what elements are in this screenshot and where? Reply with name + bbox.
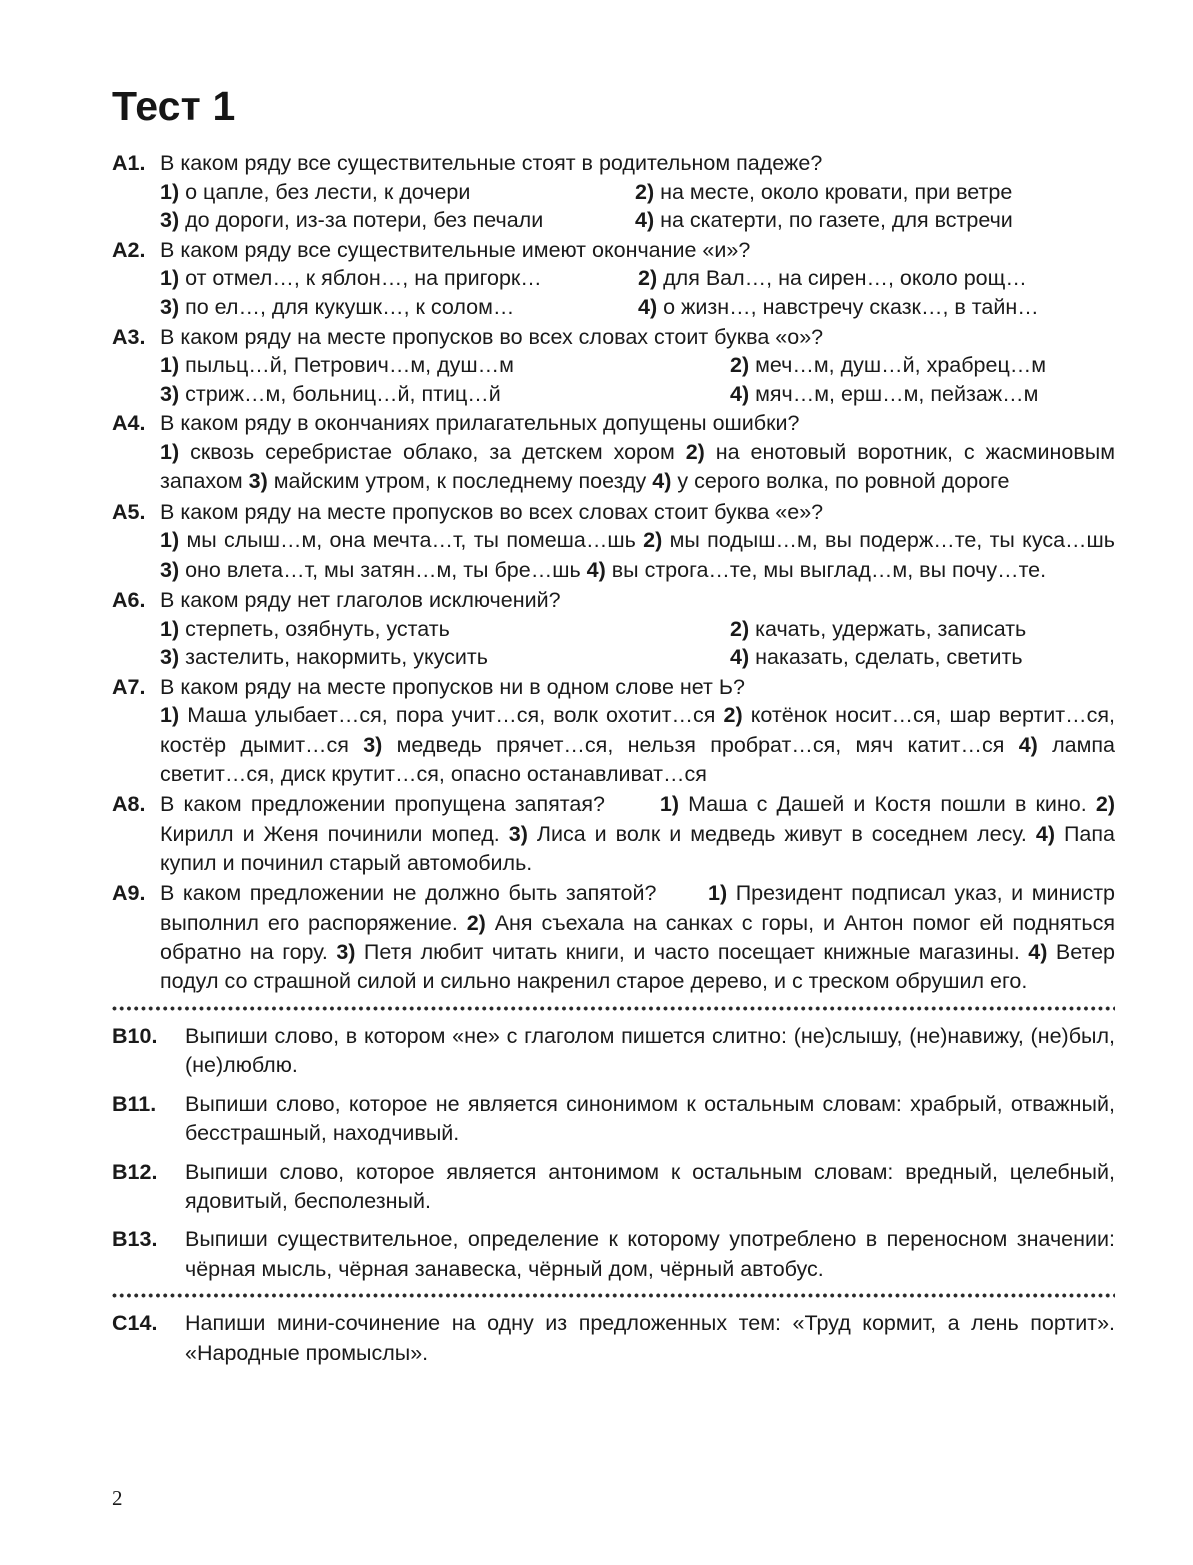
option-text[interactable]: оно влета…т, мы затян…м, ты бре…шь: [179, 557, 587, 582]
question-label: C14.: [112, 1311, 158, 1336]
answer-row: [160, 178, 1115, 207]
answer-paragraph: [112, 701, 1115, 789]
option-number: 1): [160, 528, 180, 553]
page-title: Тест 1: [112, 83, 236, 129]
answer-option[interactable]: [635, 178, 1012, 207]
option-number: 1): [160, 703, 180, 728]
option-text[interactable]: Кирилл и Женя починили мопед.: [160, 821, 509, 846]
option-number: 2): [685, 439, 705, 464]
option-text: до дороги, из-за потери, без печали: [185, 208, 544, 233]
question-b12: [112, 1158, 1115, 1217]
answer-row: [160, 615, 1115, 644]
option-number: 4): [1018, 732, 1038, 757]
option-text[interactable]: Маша улыбает…ся, пора учит…ся, волк охотит…ся: [179, 703, 724, 728]
answer-option[interactable]: [160, 643, 730, 672]
option-text: о жизн…, навстречу сказк…, в тайн…: [663, 294, 1039, 319]
option-number: 4): [1028, 940, 1048, 965]
option-number: 4): [1035, 821, 1055, 846]
option-text[interactable]: Лиса и волк и медведь живут в соседнем лесу.: [527, 821, 1036, 846]
question-a4: [112, 409, 1115, 496]
option-number: 3): [160, 294, 180, 319]
option-text: качать, удержать, записать: [755, 616, 1027, 641]
option-text[interactable]: мы слыш…м, она мечта…т, ты помеша…шь: [179, 528, 644, 553]
question-text: Выпиши слово, которое является антонимом к остальным словам: вредный, целебный, ядовитый, бесполезный.: [185, 1159, 1115, 1213]
option-number: 1): [160, 616, 180, 641]
answer-option[interactable]: [730, 615, 1026, 644]
question-label: B10.: [112, 1023, 158, 1048]
section-divider-c: [112, 1293, 1115, 1298]
option-number: 1): [659, 792, 679, 817]
answer-row: [160, 380, 1115, 409]
answer-row: [160, 206, 1115, 235]
question-a2: [112, 236, 1115, 322]
answer-option[interactable]: [730, 380, 1038, 409]
option-number: 3): [160, 557, 180, 582]
question-a8: [112, 790, 1115, 878]
question-label: A9.: [112, 881, 146, 906]
option-number: 2): [730, 353, 750, 378]
option-text[interactable]: медведь прячет…ся, нельзя пробрат…ся, мяч катит…ся: [382, 732, 1019, 757]
answer-option[interactable]: [160, 615, 730, 644]
answer-option[interactable]: [160, 264, 638, 293]
option-number: 3): [160, 645, 180, 670]
option-text: стриж…м, больниц…й, птиц…й: [185, 381, 501, 406]
option-number: 2): [723, 703, 743, 728]
answer-options: [112, 615, 1115, 672]
answer-option[interactable]: [160, 178, 635, 207]
question-label: A2.: [112, 237, 146, 262]
question-stem: В каком ряду на месте пропусков во всех словах стоит буква «е»?: [160, 499, 824, 524]
option-text: о цапле, без лести, к дочери: [185, 179, 471, 204]
question-a7: [112, 673, 1115, 790]
question-label: A3.: [112, 324, 146, 349]
answer-options: [112, 264, 1115, 321]
option-text: от отмел…, к яблон…, на пригорк…: [185, 266, 542, 291]
question-stem: В каком ряду в окончаниях прилагательных допущены ошибки?: [160, 411, 800, 436]
option-number: 4): [638, 294, 658, 319]
option-number: 2): [638, 266, 658, 291]
answer-options: [112, 178, 1115, 235]
answer-row: [160, 264, 1115, 293]
answer-options: [112, 351, 1115, 408]
option-text[interactable]: сквозь серебристае облако, за детскем хором: [179, 439, 686, 464]
option-text[interactable]: лампа светит…ся, диск крутит…ся, опасно останавливат…ся: [160, 732, 1115, 786]
option-number: 3): [160, 208, 180, 233]
option-number: 2): [635, 179, 655, 204]
option-text: на скатерти, по газете, для встречи: [660, 208, 1013, 233]
question-text: Выпиши слово, в котором «не» с глаголом пишется слитно: (не)слышу, (не)навижу, (не)был, (не)люблю.: [185, 1023, 1115, 1078]
option-text[interactable]: Президент подписал указ, и министр выполнил его распоряжение.: [160, 881, 1115, 935]
question-label: A7.: [112, 674, 146, 699]
page-content: [112, 83, 1115, 1377]
option-number: 1): [707, 881, 728, 906]
option-text[interactable]: вы строга…те, мы выглад…м, вы почу…те.: [605, 557, 1047, 582]
page-number: 2: [112, 1486, 123, 1510]
question-stem: В каком ряду нет глаголов исключений?: [160, 587, 561, 612]
option-text[interactable]: мы подыш…м, вы подерж…те, ты куса…шь: [662, 528, 1115, 553]
question-b11: [112, 1090, 1115, 1149]
option-text[interactable]: на енотовый воротник, с жасминовым запахом: [160, 439, 1115, 494]
option-number: 2): [1095, 792, 1115, 817]
question-stem: В каком ряду на месте пропусков во всех словах стоит буква «о»?: [160, 324, 824, 349]
answer-option[interactable]: [638, 264, 1027, 293]
question-label: A1.: [112, 151, 146, 175]
option-text: застелить, накормить, укусить: [185, 645, 488, 670]
option-number: 2): [730, 616, 750, 641]
option-text[interactable]: Ветер подул со страшной силой и сильно накренил старое дерево, и с треском обрушил его.: [160, 940, 1115, 994]
question-a6: [112, 586, 1115, 672]
question-label: B12.: [112, 1159, 158, 1184]
option-number: 4): [586, 557, 606, 582]
question-text: Напиши мини-сочинение на одну из предложенных тем: «Труд кормит, а лень портит». «Народные промыслы».: [185, 1311, 1115, 1365]
answer-paragraph: [112, 879, 1115, 996]
option-number: 4): [635, 208, 655, 233]
option-number: 1): [160, 439, 180, 464]
option-text: стерпеть, озябнуть, устать: [185, 616, 450, 641]
question-stem: В каком предложении не должно быть запятой?: [160, 881, 657, 906]
answer-row: [160, 293, 1115, 322]
option-text[interactable]: котёнок носит…ся, шар вертит…ся, костёр дымит…ся: [160, 703, 1115, 757]
answer-option[interactable]: [638, 293, 1039, 322]
answer-option[interactable]: [635, 206, 1013, 235]
question-b10: [112, 1022, 1115, 1081]
option-number: 3): [248, 469, 268, 494]
option-text[interactable]: Петя любит читать книги, и часто посещает книжные магазины.: [355, 940, 1029, 965]
option-text: для Вал…, на сирен…, около рощ…: [663, 266, 1027, 291]
option-number: 3): [336, 940, 356, 965]
answer-option[interactable]: [160, 206, 635, 235]
option-text: по ел…, для кукушк…, к солом…: [185, 294, 515, 319]
question-label: B11.: [112, 1091, 157, 1116]
option-text[interactable]: у серого волка, по ровной дороге: [671, 469, 1010, 494]
question-stem: В каком предложении пропущена запятая?: [160, 792, 605, 817]
answer-option[interactable]: [730, 351, 1046, 380]
option-text[interactable]: Аня съехала на санках с горы, и Антон помог ей подняться обратно на гору.: [160, 910, 1115, 965]
option-number: 1): [160, 353, 180, 378]
question-b13: [112, 1225, 1115, 1284]
question-stem: В каком ряду все существительные стоят в родительном падеже?: [160, 151, 823, 175]
option-number: 4): [652, 469, 672, 494]
option-text[interactable]: Папа купил и починил старый автомобиль.: [160, 821, 1115, 875]
question-text: Выпиши существительное, определение к которому употреблено в переносном значении: чёрная мысль, чёрная занавеска, чёрный дом, чёрный автобус.: [185, 1227, 1115, 1281]
question-a3: [112, 323, 1115, 409]
answer-row: [160, 351, 1115, 380]
option-number: 1): [160, 179, 180, 204]
option-number: 3): [363, 732, 383, 757]
answer-option[interactable]: [160, 351, 730, 380]
question-text: Выпиши слово, которое не является синонимом к остальным словам: храбрый, отважный, бесстрашный, находчивый.: [185, 1091, 1115, 1146]
answer-paragraph: [112, 438, 1115, 497]
question-stem: В каком ряду все существительные имеют окончание «и»?: [160, 237, 751, 262]
option-text[interactable]: Маша с Дашей и Костя пошли в кино.: [678, 792, 1096, 817]
option-number: 1): [160, 266, 180, 291]
option-number: 2): [643, 528, 663, 553]
answer-row: [160, 643, 1115, 672]
question-a5: [112, 498, 1115, 585]
option-text[interactable]: майским утром, к последнему поезду: [267, 469, 653, 494]
question-stem: В каком ряду на месте пропусков ни в одном слове нет Ь?: [160, 674, 745, 699]
option-number: 2): [466, 910, 486, 935]
question-label: B13.: [112, 1227, 158, 1252]
option-text: меч…м, душ…й, храбрец…м: [755, 353, 1047, 378]
option-text: на месте, около кровати, при ветре: [660, 179, 1013, 204]
answer-option[interactable]: [160, 380, 730, 409]
option-number: 4): [730, 645, 750, 670]
option-number: 4): [730, 381, 750, 406]
question-a1: [112, 149, 1115, 235]
answer-option[interactable]: [160, 293, 638, 322]
option-text: наказать, сделать, светить: [755, 645, 1023, 670]
question-label: A8.: [112, 792, 146, 817]
option-number: 3): [508, 821, 528, 846]
option-text: пыльц…й, Петрович…м, душ…м: [185, 353, 514, 378]
option-text: мяч…м, ерш…м, пейзаж…м: [755, 381, 1039, 406]
question-label: A6.: [112, 587, 146, 612]
question-label: A4.: [112, 411, 146, 436]
question-c14: [112, 1309, 1115, 1368]
answer-paragraph: [112, 790, 1115, 878]
answer-option[interactable]: [730, 643, 1023, 672]
answer-paragraph: [112, 526, 1115, 585]
section-divider-b: [112, 1006, 1115, 1011]
option-number: 3): [160, 381, 180, 406]
question-label: A5.: [112, 499, 146, 524]
question-a9: [112, 879, 1115, 996]
